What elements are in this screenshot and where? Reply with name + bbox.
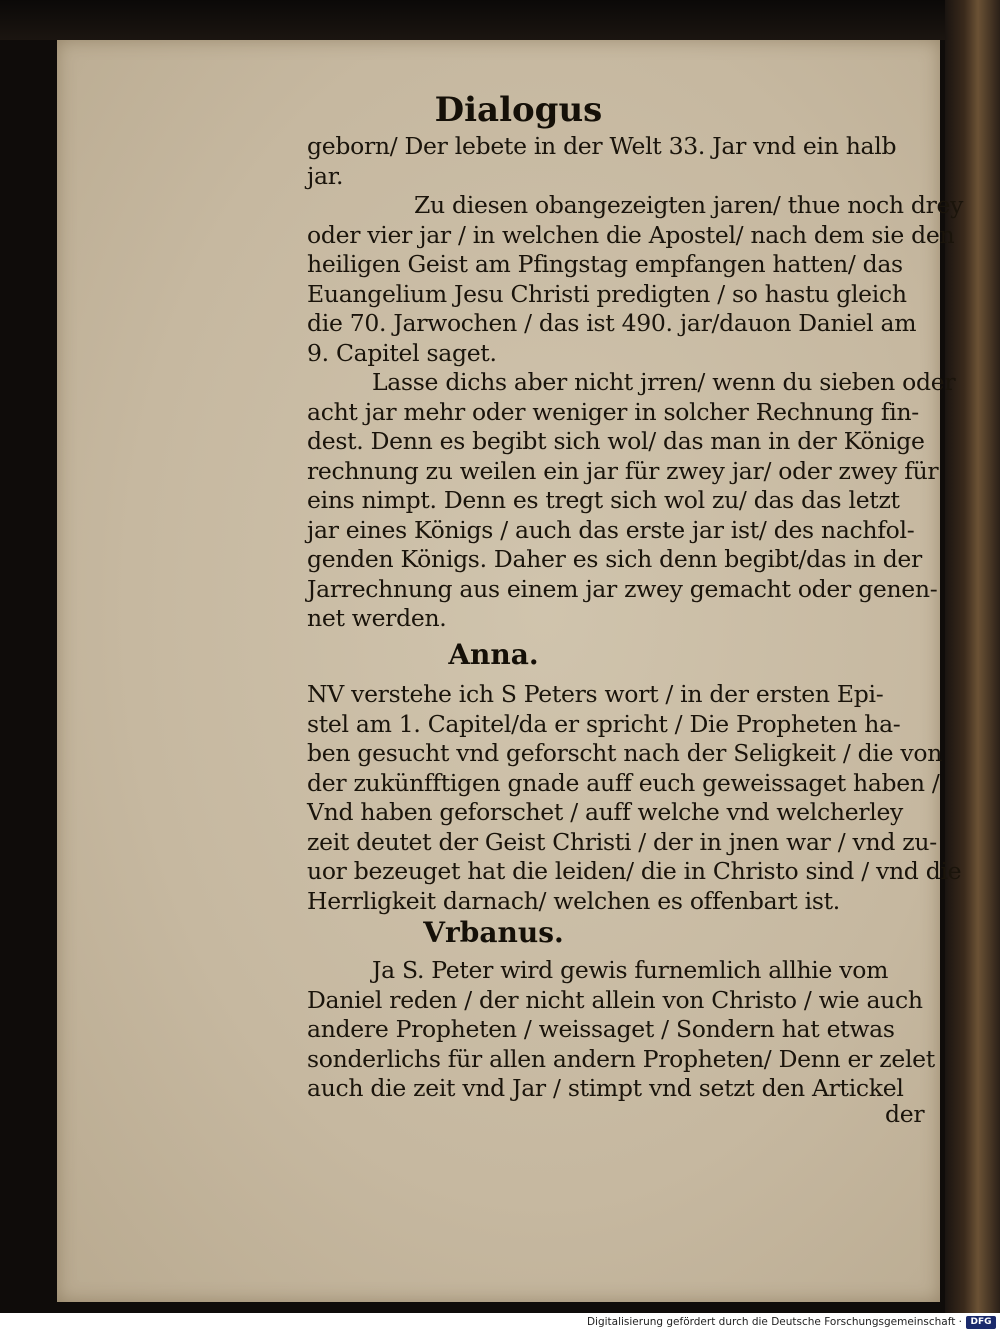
catchword: der bbox=[885, 1100, 925, 1128]
text-line: acht jar mehr oder weniger in solcher Rechnung fin- bbox=[307, 397, 919, 426]
text-line: Daniel reden / der nicht allein von Christo / wie auch bbox=[307, 985, 923, 1014]
text-line: dest. Denn es begibt sich wol/ das man in der Könige bbox=[307, 427, 925, 455]
text-line: 9. Capitel saget. bbox=[307, 338, 497, 367]
text-line: Ja S. Peter wird gewis furnemlich allhie vom bbox=[372, 956, 889, 984]
text-line: jar. bbox=[307, 161, 344, 190]
footer-bar bbox=[0, 1313, 1000, 1333]
text-line: der zukünfftigen gnade auff euch geweissaget haben / bbox=[307, 768, 940, 797]
text-line: Zu diesen obangezeigten jaren/ thue noch drey bbox=[414, 191, 964, 219]
text-line: geborn/ Der lebete in der Welt 33. Jar vnd ein halb bbox=[307, 132, 897, 160]
speaker-heading-urbanus: Vrbanus. bbox=[423, 916, 564, 949]
text-line: die 70. Jarwochen / das ist 490. jar/dauon Daniel am bbox=[307, 309, 917, 337]
text-line: oder vier jar / in welchen die Apostel/ nach dem sie den bbox=[307, 220, 955, 249]
text-line: sonderlichs für allen andern Propheten/ Denn er zelet bbox=[307, 1044, 935, 1073]
text-line: stel am 1. Capitel/da er spricht / Die Propheten ha- bbox=[307, 709, 901, 738]
dfg-logo: DFG bbox=[966, 1316, 996, 1329]
text-line: rechnung zu weilen ein jar für zwey jar/ oder zwey für bbox=[307, 456, 939, 485]
text-line: auch die zeit vnd Jar / stimpt vnd setzt den Artickel bbox=[307, 1074, 904, 1102]
document-page bbox=[57, 40, 964, 1302]
funding-notice: Digitalisierung gefördert durch die Deutsche Forschungsgemeinschaft · bbox=[586, 1316, 962, 1328]
text-line: genden Königs. Daher es sich denn begibt/das in der bbox=[307, 545, 922, 573]
text-line: andere Propheten / weissaget / Sondern hat etwas bbox=[307, 1015, 895, 1043]
text-line: net werden. bbox=[307, 604, 447, 632]
text-line: zeit deutet der Geist Christi / der in jnen war / vnd zu- bbox=[307, 827, 937, 856]
text-line: uor bezeuget hat die leiden/ die in Christo sind / vnd die bbox=[307, 857, 962, 885]
text-line: Lasse dichs aber nicht jrren/ wenn du sieben oder bbox=[372, 368, 956, 396]
text-line: ben gesucht vnd geforscht nach der Seligkeit / die von bbox=[307, 739, 943, 767]
scan-top-edge bbox=[0, 0, 1000, 40]
text-line: eins nimpt. Denn es tregt sich wol zu/ das das letzt bbox=[307, 486, 900, 514]
text-line: heiligen Geist am Pfingstag empfangen hatten/ das bbox=[307, 250, 903, 278]
running-head: Dialogus bbox=[434, 90, 603, 130]
text-line: Euangelium Jesu Christi predigten / so hastu gleich bbox=[307, 279, 907, 308]
text-line: Vnd haben geforschet / auff welche vnd welcherley bbox=[307, 798, 904, 826]
text-line: Herrligkeit darnach/ welchen es offenbart ist. bbox=[307, 886, 840, 915]
text-line: jar eines Königs / auch das erste jar ist/ des nachfol- bbox=[307, 515, 915, 544]
text-line: NV verstehe ich S Peters wort / in der ersten Epi- bbox=[307, 680, 884, 708]
speaker-heading-anna: Anna. bbox=[448, 638, 539, 671]
text-line: Jarrechnung aus einem jar zwey gemacht oder genen- bbox=[307, 574, 938, 603]
